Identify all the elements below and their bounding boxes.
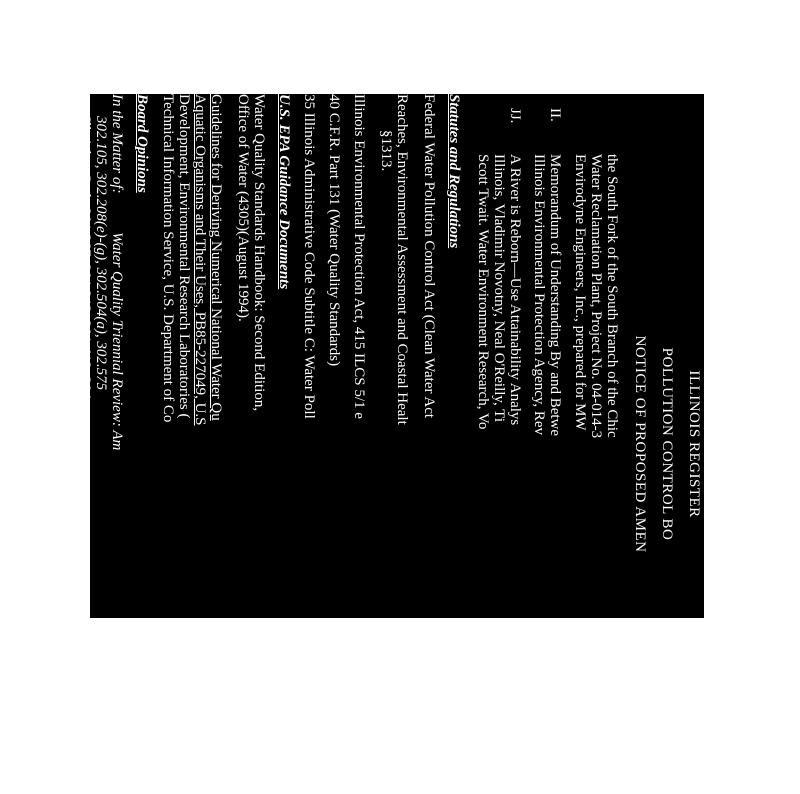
epa-item-cont: Development, Environmental Research Laboratories ( bbox=[176, 94, 192, 419]
memo-line: the South Fork of the South Branch of the Chic bbox=[604, 154, 620, 438]
memo-marker: JJ. bbox=[507, 108, 523, 124]
memo-line: Water Reclamation Plant, Project No. 04-014-3 bbox=[588, 154, 604, 439]
board-line: 302.105, 302.208(e)-(g), 302.504(a), 302.575 bbox=[93, 116, 109, 391]
header-rule bbox=[704, 94, 705, 794]
statute-item: Reaches, Environmental Assessment and Coastal Healt bbox=[394, 94, 410, 425]
epa-item-cont: Technical Information Service, U.S. Department of Co bbox=[160, 94, 176, 423]
memo-line: Memorandum of Understanding By and Betwe bbox=[547, 154, 563, 437]
statute-item-cont: §1313. bbox=[378, 130, 394, 172]
epa-item: Water Quality Standards Handbook: Second Edition, bbox=[251, 94, 267, 412]
statutes-heading: Statutes and Regulations bbox=[446, 94, 462, 249]
board-heading: Board Opinions bbox=[134, 94, 150, 193]
memo-line: A River is Reborn—Use Attainability Analys bbox=[507, 154, 523, 426]
statute-item: Federal Water Pollution Control Act (Clean Water Act bbox=[421, 94, 437, 419]
memo-line: Illinois, Vladimir Novotny, Neal O'Reilly, Ti bbox=[491, 154, 507, 422]
memo-line: Envirodyne Engineers, Inc., prepared for MW bbox=[572, 154, 588, 431]
statute-item: 35 Illinois Administrative Code Subtitle C: Water Poll bbox=[301, 94, 317, 419]
scanned-page bbox=[61, 94, 705, 618]
rotated-document bbox=[61, 94, 705, 794]
board-line: Ill. Adm. Code 301.267, 301.313, 301.413, 304 bbox=[77, 116, 93, 399]
board-line: (December 19, 2002). bbox=[61, 104, 77, 236]
epa-item-cont: Office of Water (4305)(August 1994). bbox=[235, 94, 251, 322]
statute-item: 40 C.F.R. Part 131 (Water Quality Standards) bbox=[326, 94, 342, 367]
epa-heading: U.S. EPA Guidance Documents bbox=[276, 94, 292, 290]
memo-line: Illinois Environmental Protection Agency, Rev bbox=[531, 154, 547, 436]
register-header: ILLINOIS REGISTER bbox=[686, 370, 702, 518]
notice-header: NOTICE OF PROPOSED AMEN bbox=[632, 335, 648, 553]
board-header: POLLUTION CONTROL BO bbox=[659, 347, 675, 541]
epa-item: Guidelines for Deriving Numerical National Water Qu bbox=[208, 94, 224, 421]
memo-marker: II. bbox=[547, 108, 563, 122]
statute-item: Illinois Environmental Protection Act, 415 ILCS 5/1 e bbox=[351, 94, 367, 419]
epa-item-cont: Aquatic Organisms and Their Uses, PB85-227049, U.S bbox=[192, 94, 208, 426]
board-prefix: In the Matter of: bbox=[109, 94, 125, 194]
memo-line: Scott Twait. Water Environment Research, Vo bbox=[475, 154, 491, 430]
board-title: Water Quality Triennial Review: Am bbox=[109, 232, 125, 451]
